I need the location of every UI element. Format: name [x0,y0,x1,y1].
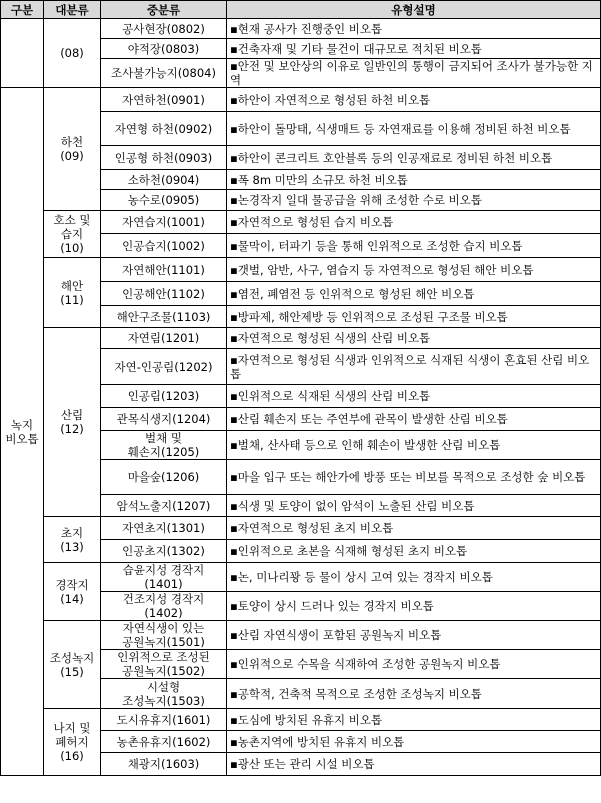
mid-category-cell: 농수로(0905) [101,190,227,211]
mid-category-cell: 습윤지성 경작지 (1401) [101,563,227,592]
description-cell: ▪식생 및 토양이 없이 암석이 노출된 산림 비오톱 [227,495,601,517]
table-row [1,709,601,731]
mid-category-cell: 자연해안(1101) [101,258,227,282]
mid-category-cell: 야적장(0803) [101,39,227,59]
description-cell: ▪논, 미나리꽝 등 물이 상시 고여 있는 경작지 비오톱 [227,563,601,592]
mid-category-cell: 인공림(1203) [101,385,227,408]
description-cell: ▪자연적으로 형성된 식생의 산림 비오톱 [227,328,601,349]
mid-category-cell: 인위적으로 조성된 공원녹지(1502) [101,650,227,679]
header-major: 대분류 [44,1,101,19]
table-row [1,19,601,39]
major-category-cell: 하천 (09) [44,88,101,211]
description-cell: ▪갯벌, 암반, 사구, 염습지 등 자연적으로 형성된 해안 비오톱 [227,258,601,282]
mid-category-cell: 인공해안(1102) [101,282,227,306]
description-cell: ▪자연적으로 형성된 초지 비오톱 [227,517,601,540]
table-row [1,258,601,282]
mid-category-cell: 벌채 및 훼손지(1205) [101,431,227,460]
description-cell: ▪산림 자연식생이 포함된 공원녹지 비오톱 [227,621,601,650]
table-row [1,621,601,650]
major-category-cell: 경작지 (14) [44,563,101,621]
description-cell: ▪논경작지 일대 물공급을 위해 조성한 수로 비오톱 [227,190,601,211]
description-cell: ▪하안이 콘크리트 호안블록 등의 인공재료로 정비된 하천 비오톱 [227,146,601,170]
header-row [1,1,601,19]
major-category-cell: 나지 및 폐허지 (16) [44,709,101,776]
header-mid: 중분류 [101,1,227,19]
description-cell: ▪인위적으로 수목을 식재하여 조성한 공원녹지 비오톱 [227,650,601,679]
description-cell: ▪토양이 상시 드러나 있는 경작지 비오톱 [227,592,601,621]
description-cell: ▪마을 입구 또는 해안가에 방풍 또는 비보를 목적으로 조성한 숲 비오톱 [227,460,601,495]
mid-category-cell: 마을숲(1206) [101,460,227,495]
mid-category-cell: 암석노출지(1207) [101,495,227,517]
mid-category-cell: 자연형 하천(0902) [101,112,227,146]
major-category-cell: 해안 (11) [44,258,101,328]
description-cell: ▪안전 및 보안상의 이유로 일반인의 통행이 금지되어 조사가 불가능한 지역 [227,59,601,88]
mid-category-cell: 자연초지(1301) [101,517,227,540]
mid-category-cell: 인공초지(1302) [101,540,227,563]
mid-category-cell: 자연습지(1001) [101,211,227,234]
table-row [1,88,601,112]
mid-category-cell: 시설형 조성녹지(1503) [101,679,227,709]
description-cell: ▪공학적, 건축적 목적으로 조성한 조성녹지 비오톱 [227,679,601,709]
major-category-cell: 산림 (12) [44,328,101,517]
table-row [1,517,601,540]
description-cell: ▪물막이, 터파기 등을 통해 인위적으로 조성한 습지 비오톱 [227,234,601,258]
mid-category-cell: 인공습지(1002) [101,234,227,258]
description-cell: ▪하안이 자연적으로 형성된 하천 비오톱 [227,88,601,112]
description-cell: ▪현재 공사가 진행중인 비오톱 [227,19,601,39]
description-cell: ▪인위적으로 초본을 식재해 형성된 초지 비오톱 [227,540,601,563]
gubun-cell-empty [1,19,44,88]
table-row [1,328,601,349]
mid-category-cell: 자연림(1201) [101,328,227,349]
table-row [1,211,601,234]
table-row [1,563,601,592]
gubun-cell: 녹지 비오톱 [1,88,44,776]
mid-category-cell: 공사현장(0802) [101,19,227,39]
mid-category-cell: 자연하천(0901) [101,88,227,112]
mid-category-cell: 관목식생지(1204) [101,408,227,431]
description-cell: ▪자연적으로 형성된 습지 비오톱 [227,211,601,234]
description-cell: ▪방파제, 해안제방 등 인위적으로 조성된 구조물 비오톱 [227,306,601,328]
description-cell: ▪광산 또는 관리 시설 비오톱 [227,753,601,776]
description-cell: ▪벌채, 산사태 등으로 인해 훼손이 발생한 산림 비오톱 [227,431,601,460]
mid-category-cell: 건조지성 경작지 (1402) [101,592,227,621]
mid-category-cell: 자연-인공림(1202) [101,349,227,385]
mid-category-cell: 자연식생이 있는 공원녹지(1501) [101,621,227,650]
description-cell: ▪폭 8m 미만의 소규모 하천 비오톱 [227,170,601,190]
mid-category-cell: 소하천(0904) [101,170,227,190]
mid-category-cell: 조사불가능지(0804) [101,59,227,88]
mid-category-cell: 농촌유휴지(1602) [101,731,227,753]
description-cell: ▪산림 훼손지 또는 주연부에 관목이 발생한 산림 비오톱 [227,408,601,431]
description-cell: ▪농촌지역에 방치된 유휴지 비오톱 [227,731,601,753]
major-category-cell: (08) [44,19,101,88]
description-cell: ▪건축자재 및 기타 물건이 대규모로 적치된 비오톱 [227,39,601,59]
description-cell: ▪염전, 폐염전 등 인위적으로 형성된 해안 비오톱 [227,282,601,306]
mid-category-cell: 채광지(1603) [101,753,227,776]
header-desc: 유형설명 [227,1,601,19]
description-cell: ▪하안이 돌망태, 식생매트 등 자연재료를 이용해 정비된 하천 비오톱 [227,112,601,146]
major-category-cell: 호소 및 습지 (10) [44,211,101,258]
description-cell: ▪자연적으로 형성된 식생과 인위적으로 식재된 식생이 혼효된 산림 비오톱 [227,349,601,385]
mid-category-cell: 해안구조물(1103) [101,306,227,328]
mid-category-cell: 도시유휴지(1601) [101,709,227,731]
description-cell: ▪인위적으로 식재된 식생의 산림 비오톱 [227,385,601,408]
major-category-cell: 조성녹지 (15) [44,621,101,709]
mid-category-cell: 인공형 하천(0903) [101,146,227,170]
header-gubun: 구분 [1,1,44,19]
description-cell: ▪도심에 방치된 유휴지 비오톱 [227,709,601,731]
major-category-cell: 초지 (13) [44,517,101,563]
